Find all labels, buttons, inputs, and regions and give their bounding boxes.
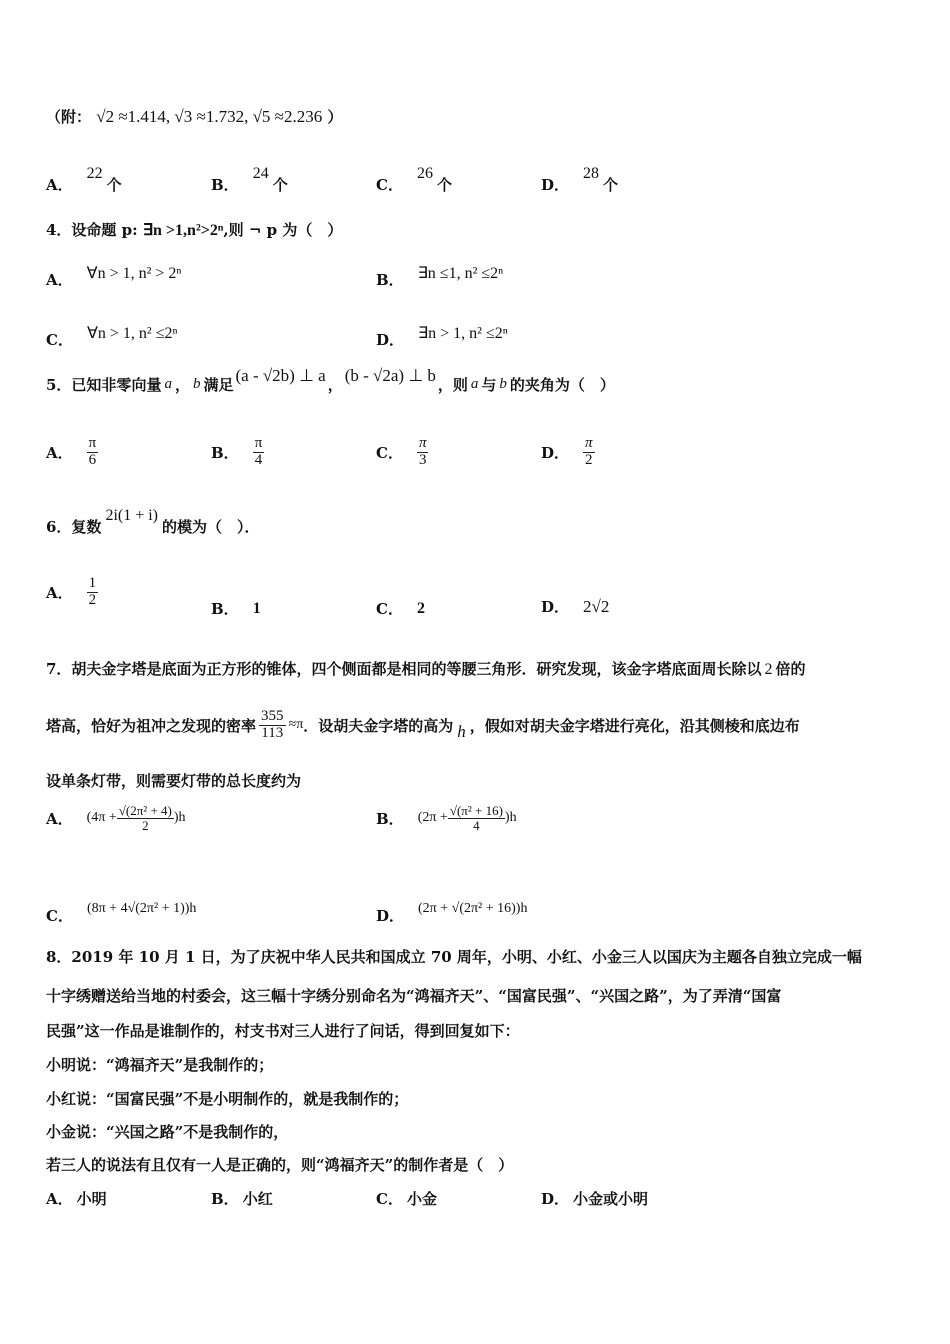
q5-sep: ， bbox=[174, 376, 190, 394]
option-text: 小金或小明 bbox=[573, 1190, 649, 1208]
q5-comma: ， bbox=[327, 376, 343, 394]
q7-line2-mid: ．设胡夫金字塔的高为 bbox=[303, 716, 454, 735]
q6-option-b[interactable] bbox=[211, 598, 261, 619]
q4-option-b[interactable] bbox=[376, 255, 503, 290]
option-unit: 个 bbox=[603, 176, 619, 194]
q3-option-c[interactable] bbox=[376, 160, 452, 195]
fraction-den: 3 bbox=[418, 451, 427, 468]
option-label: D． bbox=[376, 907, 405, 925]
q5-option-b[interactable] bbox=[211, 436, 264, 469]
q8-line-6: 小金说：“兴国之路”不是我制作的， bbox=[46, 1123, 289, 1141]
q7-line3-text: 设单条灯带，则需要灯带的总长度约为 bbox=[46, 772, 302, 790]
q5-option-d[interactable] bbox=[541, 436, 595, 469]
q8-line-1: 8．2019 年 10 月 1 日，为了庆祝中华人民共和国成立 70 周年，小明、小红、小金三人以国庆为主题各自独立完成一幅 bbox=[46, 948, 862, 966]
option-value: 26 bbox=[416, 164, 433, 182]
q5-cond2: (b - √2a) ⊥ b bbox=[344, 365, 436, 385]
q5-cond1: (a - √2b) ⊥ a bbox=[235, 365, 326, 385]
q7-line1-num: 2 bbox=[764, 661, 773, 678]
fraction-num: π bbox=[418, 435, 427, 451]
option-pre: (4π + bbox=[86, 810, 117, 826]
q8-line-4: 小明说：“鸿福齐天”是我制作的； bbox=[46, 1056, 274, 1074]
q5-then: ，则 bbox=[437, 376, 468, 394]
q7-line2-pre: 塔高，恰好为祖冲之发现的密率 bbox=[46, 716, 257, 735]
option-label: D． bbox=[541, 176, 570, 194]
option-label: C． bbox=[46, 907, 73, 925]
fraction-den: 6 bbox=[88, 451, 97, 468]
fraction bbox=[417, 436, 429, 469]
q8-line-3: 民强”这一作品是谁制作的，村支书对三人进行了问话，得到回复如下： bbox=[46, 1022, 520, 1040]
fraction-num: π bbox=[88, 435, 97, 451]
fraction-den: 4 bbox=[254, 451, 263, 468]
option-label: A． bbox=[46, 443, 73, 462]
fraction bbox=[117, 804, 174, 832]
option-label: C． bbox=[376, 443, 403, 462]
option-pre: (2π + bbox=[417, 810, 448, 826]
fraction-den: 2 bbox=[142, 817, 149, 833]
fraction-den: 4 bbox=[473, 817, 480, 833]
density-fraction bbox=[259, 709, 286, 742]
fraction-den: 2 bbox=[585, 451, 593, 468]
q7-option-c[interactable] bbox=[46, 891, 196, 926]
q6-stem-pre: 6．复数 bbox=[46, 518, 102, 536]
q7-option-d[interactable] bbox=[376, 891, 527, 926]
q3-option-a[interactable] bbox=[46, 160, 122, 195]
q3-option-d[interactable] bbox=[541, 160, 618, 195]
q7-line-3 bbox=[46, 770, 301, 791]
q8-option-c[interactable] bbox=[376, 1188, 437, 1209]
q5-tail: 的夹角为（ ） bbox=[509, 376, 615, 394]
fraction-num: √(π² + 16) bbox=[449, 803, 503, 818]
option-value: 28 bbox=[583, 164, 600, 182]
q5-var-a: a bbox=[164, 376, 172, 392]
fraction-num: π bbox=[585, 435, 593, 451]
q4-stem-math: ∃n >1,n²>2ⁿ bbox=[142, 222, 224, 239]
appendix-open: （附： bbox=[46, 108, 92, 126]
q5-stem bbox=[46, 365, 615, 395]
q5-var-b: b bbox=[192, 376, 201, 392]
option-label: B． bbox=[376, 809, 404, 828]
q6-option-c[interactable] bbox=[376, 598, 425, 619]
q5-stem-pre: 5．已知非零向量 bbox=[46, 376, 162, 394]
q4-option-d[interactable] bbox=[376, 315, 508, 350]
option-math: ∀n > 1, n² > 2ⁿ bbox=[86, 264, 182, 282]
option-label: C． bbox=[376, 1190, 403, 1208]
q4-stem-post: ,则 ¬ p 为（ ） bbox=[223, 221, 343, 239]
q7-approx: ≈π bbox=[288, 717, 304, 732]
option-math: ∀n > 1, n² ≤2ⁿ bbox=[86, 324, 178, 342]
option-label: A． bbox=[46, 1190, 73, 1208]
option-label: D． bbox=[541, 1190, 570, 1208]
q7-option-a[interactable] bbox=[46, 804, 186, 832]
q4-option-c[interactable] bbox=[46, 315, 178, 350]
fraction bbox=[87, 436, 99, 469]
option-post: )h bbox=[173, 810, 186, 826]
q6-option-a[interactable] bbox=[46, 576, 98, 609]
q6-stem-post: 的模为（ ）． bbox=[162, 518, 260, 536]
q6-option-d[interactable] bbox=[541, 596, 609, 617]
fraction bbox=[87, 576, 99, 609]
q7-line2-end: ，假如对胡夫金字塔进行亮化，沿其侧棱和底边布 bbox=[469, 716, 800, 735]
option-label: C． bbox=[376, 600, 403, 618]
q5-var-a2: a bbox=[470, 376, 479, 392]
option-label: A． bbox=[46, 583, 73, 602]
q4-option-a[interactable] bbox=[46, 255, 181, 290]
q4-stem bbox=[46, 219, 342, 240]
fraction bbox=[253, 436, 265, 469]
q8-option-a[interactable] bbox=[46, 1188, 107, 1209]
option-unit: 个 bbox=[272, 176, 288, 194]
fraction-den: 113 bbox=[261, 724, 284, 741]
q5-satisfy: 满足 bbox=[203, 376, 234, 394]
q7-line-2 bbox=[46, 708, 800, 742]
option-unit: 个 bbox=[436, 176, 452, 194]
q6-math: 2i(1 + i) bbox=[105, 506, 159, 524]
option-value: 24 bbox=[252, 164, 269, 182]
option-text: 1 bbox=[252, 599, 261, 617]
q5-and: 与 bbox=[481, 376, 497, 394]
q5-option-a[interactable] bbox=[46, 436, 98, 469]
q4-stem-pre: 4．设命题 p: bbox=[46, 221, 143, 239]
option-text: 小明 bbox=[76, 1190, 107, 1208]
fraction-num: π bbox=[254, 435, 263, 451]
fraction-num: 355 bbox=[261, 707, 284, 724]
option-text: 小金 bbox=[406, 1190, 437, 1208]
q7-h: h bbox=[457, 722, 466, 741]
option-unit: 个 bbox=[106, 176, 122, 194]
option-label: A． bbox=[46, 176, 73, 194]
q7-line1-end: 倍的 bbox=[775, 660, 806, 678]
fraction bbox=[583, 436, 595, 469]
q8-line-5: 小红说：“国富民强”不是小明制作的，就是我制作的； bbox=[46, 1090, 409, 1108]
q7-line-1 bbox=[46, 658, 805, 679]
option-math: ∃n ≤1, n² ≤2ⁿ bbox=[417, 264, 504, 282]
appendix-close: ） bbox=[327, 108, 343, 126]
option-label: B． bbox=[211, 176, 239, 194]
q7-line1-text: 7．胡夫金字塔是底面为正方形的锥体，四个侧面都是相同的等腰三角形．研究发现，该金字塔底面周长除以 bbox=[46, 660, 762, 678]
appendix-line bbox=[46, 106, 342, 127]
option-math: (8π + 4√(2π² + 1))h bbox=[86, 900, 197, 916]
option-label: D． bbox=[541, 598, 570, 616]
q8-option-d[interactable] bbox=[541, 1188, 648, 1209]
q6-stem bbox=[46, 506, 260, 537]
option-label: B． bbox=[211, 443, 239, 462]
fraction-den: 2 bbox=[88, 591, 97, 608]
option-value: 22 bbox=[86, 164, 103, 182]
option-label: C． bbox=[46, 331, 73, 349]
option-text: 2√2 bbox=[583, 596, 610, 616]
q3-option-b[interactable] bbox=[211, 160, 288, 195]
option-label: A． bbox=[46, 271, 73, 289]
option-label: C． bbox=[376, 176, 403, 194]
q7-option-b[interactable] bbox=[376, 804, 517, 832]
option-post: )h bbox=[504, 810, 517, 826]
option-label: B． bbox=[211, 1190, 239, 1208]
option-label: A． bbox=[46, 809, 73, 828]
option-math: (2π + √(2π² + 16))h bbox=[418, 900, 528, 916]
option-text: 2 bbox=[416, 599, 425, 617]
option-label: B． bbox=[376, 271, 404, 289]
q8-line-7: 若三人的说法有且仅有一人是正确的，则“鸿福齐天”的制作者是（ ） bbox=[46, 1156, 514, 1174]
fraction bbox=[448, 804, 505, 832]
q5-var-b2: b bbox=[499, 376, 507, 392]
q8-option-b[interactable] bbox=[211, 1188, 273, 1209]
fraction-num: 1 bbox=[88, 575, 97, 591]
fraction-num: √(2π² + 4) bbox=[118, 803, 172, 818]
option-text: 小红 bbox=[242, 1190, 273, 1208]
q5-option-c[interactable] bbox=[376, 436, 428, 469]
option-label: D． bbox=[376, 331, 405, 349]
option-label: B． bbox=[211, 600, 239, 618]
option-math: ∃n > 1, n² ≤2ⁿ bbox=[418, 324, 508, 342]
appendix-math: √2 ≈1.414, √3 ≈1.732, √5 ≈2.236 bbox=[96, 107, 323, 126]
option-label: D． bbox=[541, 443, 570, 462]
q8-line-2: 十字绣赠送给当地的村委会，这三幅十字绣分别命名为“鸿福齐天”、“国富民强”、“兴国之路”，为了弄清“国富 bbox=[46, 987, 782, 1005]
